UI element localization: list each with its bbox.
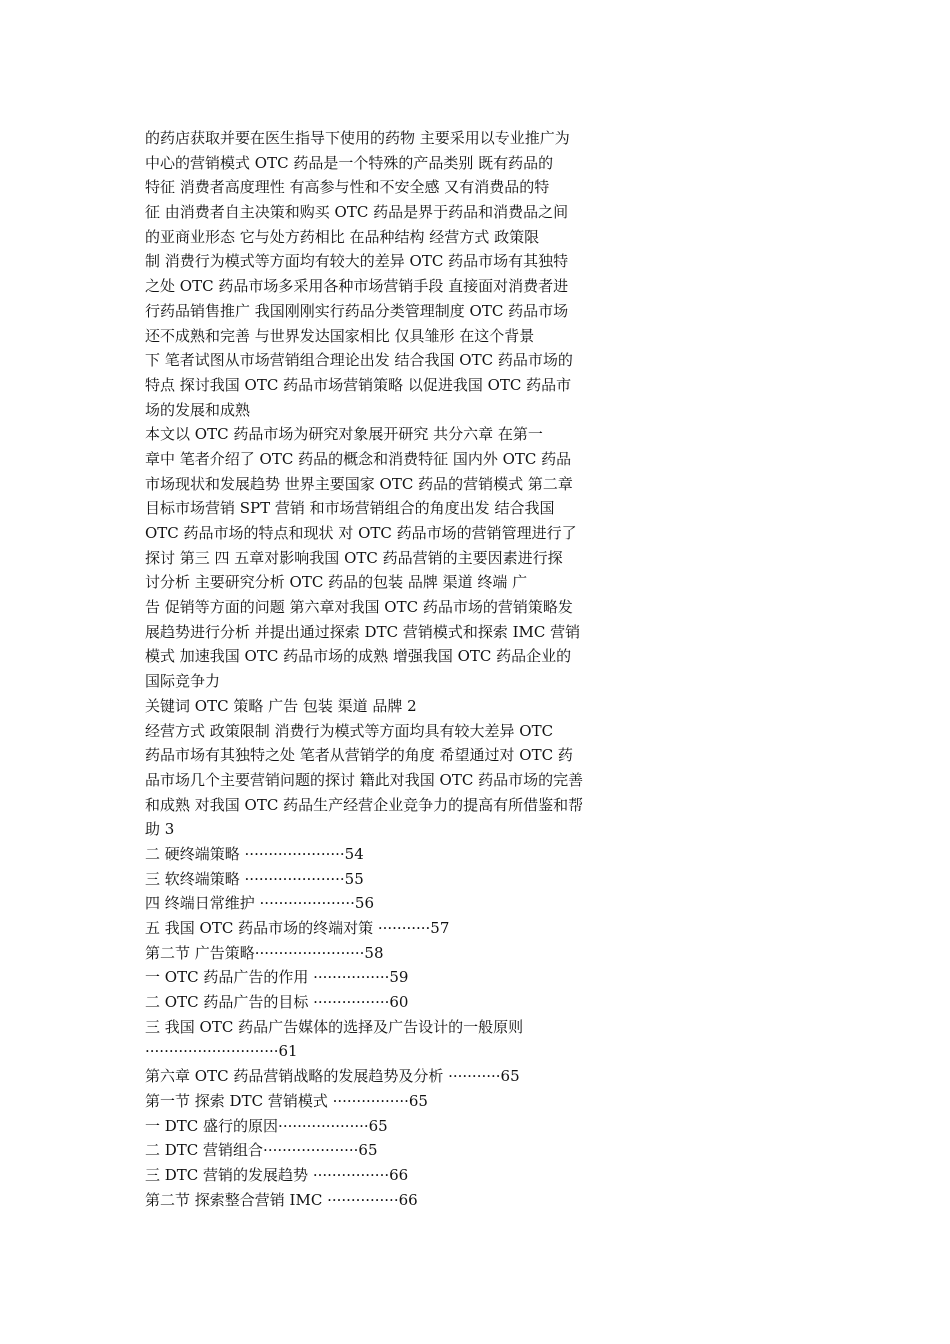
text-line-27: 品市场几个主要营销问题的探讨 籍此对我国 OTC 药品市场的完善 (145, 770, 584, 789)
toc-entry: 一 OTC 药品广告的作用 ················59 (145, 968, 409, 987)
text-line-18: 探讨 第三 四 五章对影响我国 OTC 药品营销的主要因素进行探 (145, 548, 563, 567)
text-line-3: 特征 消费者高度理性 有高参与性和不安全感 又有消费品的特 (145, 178, 550, 197)
text-line-8: 行药品销售推广 我国刚刚实行药品分类管理制度 OTC 药品市场 (145, 301, 569, 320)
text-line-29: 助 3 (145, 820, 175, 839)
text-line-22: 模式 加速我国 OTC 药品市场的成熟 增强我国 OTC 药品企业的 (145, 647, 572, 666)
toc-entry: 四 终端日常维护 ····················56 (145, 894, 374, 913)
text-line-9: 还不成熟和完善 与世界发达国家相比 仅具雏形 在这个背景 (145, 326, 535, 345)
text-line-26: 药品市场有其独特之处 笔者从营销学的角度 希望通过对 OTC 药 (145, 746, 573, 765)
toc-entry: 五 我国 OTC 药品市场的终端对策 ···········57 (145, 919, 450, 937)
keywords-line: 关键词 OTC 策略 广告 包装 渠道 品牌 2 (145, 696, 417, 715)
toc-entry: 第二节 探索整合营销 IMC ···············66 (145, 1190, 418, 1209)
text-line-6: 制 消费行为模式等方面均有较大的差异 OTC 药品市场有其独特 (145, 252, 569, 271)
toc-entry: 二 OTC 药品广告的目标 ················60 (145, 993, 409, 1012)
text-line-12: 场的发展和成熟 (145, 400, 251, 419)
document-body (145, 126, 645, 1212)
toc-entry: ····························61 (145, 1042, 298, 1061)
toc-entry: 三 我国 OTC 药品广告媒体的选择及广告设计的一般原则 (145, 1017, 524, 1036)
text-line-17: OTC 药品市场的特点和现状 对 OTC 药品市场的营销管理进行了 (145, 524, 577, 542)
toc-entry: 第一节 探索 DTC 营销模式 ················65 (145, 1091, 428, 1110)
text-line-16: 目标市场营销 SPT 营销 和市场营销组合的角度出发 结合我国 (145, 499, 555, 518)
text-line-11: 特点 探讨我国 OTC 药品市场营销策略 以促进我国 OTC 药品市 (145, 375, 572, 394)
text-line-2: 中心的营销模式 OTC 药品是一个特殊的产品类别 既有药品的 (145, 153, 554, 172)
text-line-13: 本文以 OTC 药品市场为研究对象展开研究 共分六章 在第一 (145, 425, 543, 444)
toc-entry: 第六章 OTC 药品营销战略的发展趋势及分析 ···········65 (145, 1067, 520, 1086)
text-line-19: 讨分析 主要研究分析 OTC 药品的包装 品牌 渠道 终端 广 (145, 573, 528, 592)
text-line-7: 之处 OTC 药品市场多采用各种市场营销手段 直接面对消费者进 (145, 277, 569, 296)
text-line-21: 展趋势进行分析 并提出通过探索 DTC 营销模式和探索 IMC 营销 (145, 622, 581, 641)
toc-entry: 三 DTC 营销的发展趋势 ················66 (145, 1165, 409, 1184)
text-line-1: 的药店获取并要在医生指导下使用的药物 主要采用以专业推广为 (145, 129, 570, 147)
toc-entry: 第二节 广告策略·······················58 (145, 943, 384, 962)
text-line-28: 和成熟 对我国 OTC 药品生产经营企业竞争力的提高有所借鉴和帮 (145, 795, 584, 814)
text-line-25: 经营方式 政策限制 消费行为模式等方面均具有较大差异 OTC (145, 721, 554, 740)
text-line-20: 告 促销等方面的问题 第六章对我国 OTC 药品市场的营销策略发 (145, 598, 573, 617)
toc-entry: 三 软终端策略 ·····················55 (145, 869, 364, 888)
toc-entry: 一 DTC 盛行的原因···················65 (145, 1116, 388, 1135)
text-line-10: 下 笔者试图从市场营销组合理论出发 结合我国 OTC 药品市场的 (145, 351, 573, 370)
text-line-4: 征 由消费者自主决策和购买 OTC 药品是界于药品和消费品之间 (145, 203, 569, 222)
text-line-5: 的亚商业形态 它与处方药相比 在品种结构 经营方式 政策限 (145, 227, 540, 246)
text-line-15: 市场现状和发展趋势 世界主要国家 OTC 药品的营销模式 第二章 (145, 474, 573, 493)
text-line-14: 章中 笔者介绍了 OTC 药品的概念和消费特征 国内外 OTC 药品 (145, 449, 572, 468)
toc-entry: 二 DTC 营销组合····················65 (145, 1141, 378, 1160)
text-line-23: 国际竞争力 (145, 672, 221, 691)
toc-entry: 二 硬终端策略 ·····················54 (145, 844, 364, 863)
